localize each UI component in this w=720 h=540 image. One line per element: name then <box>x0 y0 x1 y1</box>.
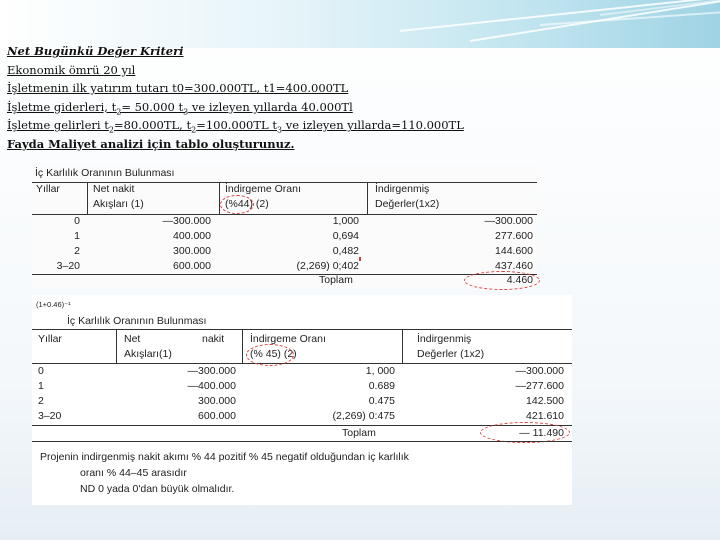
cell-discounted-value: 277.600 <box>495 230 533 242</box>
header-cash-flow: Net <box>124 333 141 345</box>
cell-cash-flow: —300.000 <box>187 365 236 377</box>
table-title: İç Karlılık Oranının Bulunması <box>67 315 207 327</box>
cell-discounted-value: 437.460 <box>495 260 533 272</box>
highlight-ring <box>480 422 570 443</box>
total-value: — 11.490 <box>519 427 564 439</box>
table-title: İç Karlılık Oranının Bulunması <box>35 167 175 179</box>
header-discounted-values: İndirgenmiş <box>375 183 430 195</box>
cell-cash-flow: 300.000 <box>173 245 211 257</box>
cell-cash-flow: —300.000 <box>162 215 211 227</box>
cell-discounted-value: 142.500 <box>526 395 564 407</box>
cell-discount-factor: (2,269) 0:475 <box>332 410 395 422</box>
conclusion-note: Projenin indirgenmiş nakit akımı % 44 pozitif % 45 negatif olduğundan iç karlılık <box>40 451 409 463</box>
statement-line: Fayda Maliyet analizi için tablo oluşturunuz. <box>7 136 295 151</box>
cell-discount-factor: 1,000 <box>332 215 359 227</box>
table-rule <box>402 329 403 363</box>
cell-discounted-value: —300.000 <box>515 365 564 377</box>
header-years: Yıllar <box>38 333 62 345</box>
cell-year: 2 <box>74 245 80 257</box>
header-discounted-values: İndirgenmiş <box>417 333 472 345</box>
cell-cash-flow: 400.000 <box>173 230 211 242</box>
header-discount-rate: İndirgeme Oranı <box>250 333 326 345</box>
header-cash-flow: Akışları (1) <box>93 198 144 210</box>
header-discount-rate: (%44) (2) <box>225 198 269 210</box>
cell-discounted-value: —300.000 <box>484 215 533 227</box>
statement-line: İşletme gelirleri $t_2=80.000TL$, $t_2=100.000TL$ $t_3$ ve izleyen yıllarda=110.000TL <box>7 118 464 135</box>
statement-line: İşletme giderleri, $t_2= 50.000$ $t_3$ ve izleyen yıllarda 40.000Tl <box>7 99 353 117</box>
table-rule <box>116 329 117 363</box>
cell-discounted-value: —277.600 <box>515 380 564 392</box>
cell-discount-factor: 0.475 <box>368 395 395 407</box>
factor-formula-label: (1+0.46)⁻¹ <box>36 300 71 309</box>
table-rule <box>32 441 572 442</box>
table-rule <box>219 182 220 214</box>
header-cash-flow: nakit <box>202 333 225 345</box>
header-discount-rate: (% 45) (2) <box>250 348 297 360</box>
total-label: Toplam <box>319 274 353 286</box>
problem-statement <box>7 42 607 154</box>
cell-discounted-value: 421.610 <box>526 410 564 422</box>
cell-discounted-value: 144.600 <box>495 245 533 257</box>
statement-line: İşletmenin ilk yatırım tutarı t0=300.000TL, t1=400.000TL <box>7 81 349 96</box>
table-rule <box>32 363 572 364</box>
total-label: Toplam <box>342 427 376 439</box>
cell-year: 3–20 <box>38 410 62 422</box>
table-rule <box>367 182 368 214</box>
header-years: Yıllar <box>36 183 60 195</box>
highlight-ring <box>464 271 540 290</box>
total-value: 4.460 <box>506 274 533 286</box>
cell-cash-flow: —400.000 <box>187 380 236 392</box>
cell-discount-factor: 0,694 <box>332 230 359 242</box>
cell-discount-factor: 0,482 <box>332 245 359 257</box>
conclusion-note: oranı % 44–45 arasıdır <box>80 467 187 479</box>
cell-year: 3–20 <box>56 260 80 272</box>
header-discount-rate: İndirgeme Oranı <box>225 183 301 195</box>
header-cash-flow: Net nakit <box>93 183 135 195</box>
cell-cash-flow: 600.000 <box>173 260 211 272</box>
slide-title: Net Bugünkü Değer Kriteri <box>7 44 184 58</box>
factor-tick-mark <box>359 257 361 261</box>
cell-discount-factor: (2,269) 0;402 <box>296 260 359 272</box>
statement-line: Ekonomik ömrü 20 yıl <box>7 62 136 77</box>
table-rule <box>242 329 243 363</box>
cell-year: 1 <box>38 380 44 392</box>
table-rule <box>87 182 88 214</box>
cell-year: 2 <box>38 395 44 407</box>
cell-cash-flow: 600.000 <box>198 410 236 422</box>
cell-discount-factor: 0.689 <box>368 380 395 392</box>
irr-table-45 <box>32 295 572 505</box>
cell-cash-flow: 300.000 <box>198 395 236 407</box>
highlight-ring <box>246 344 294 366</box>
highlight-ring <box>220 195 254 214</box>
slide-header-band <box>0 0 720 48</box>
conclusion-note: ND 0 yada 0'dan büyük olmalıdır. <box>80 483 235 495</box>
cell-year: 1 <box>74 230 80 242</box>
header-discounted-values: Değerler(1x2) <box>375 198 440 210</box>
cell-year: 0 <box>38 365 44 377</box>
header-discounted-values: Değerler (1x2) <box>417 348 485 360</box>
cell-discount-factor: 1, 000 <box>365 365 395 377</box>
table-rule <box>32 329 572 330</box>
irr-table-44 <box>32 165 537 288</box>
header-cash-flow: Akışları(1) <box>124 348 172 360</box>
cell-year: 0 <box>74 215 80 227</box>
